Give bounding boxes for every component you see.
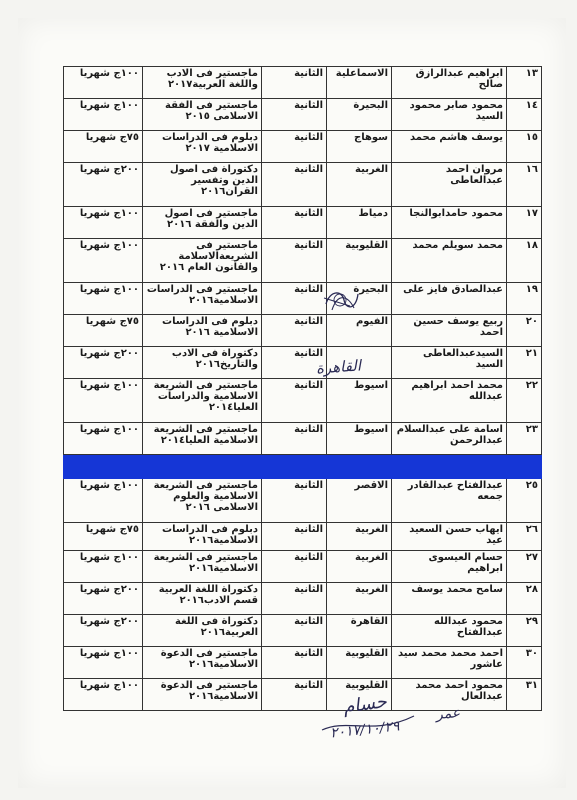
governorate-cell: اسيوط	[327, 423, 392, 455]
candidates-table	[63, 66, 542, 711]
monthly-stipend-cell: ١٠٠ج شهريا	[64, 479, 143, 523]
table-row	[64, 479, 542, 523]
row-number-cell: ١٨	[507, 239, 542, 283]
level-cell: الثانية	[262, 67, 327, 99]
signature-name: حسام	[341, 691, 389, 718]
candidate-name-cell: محمود عبدالله عبدالفتاح	[392, 615, 507, 647]
row-number-cell: ٢٢	[507, 379, 542, 423]
monthly-stipend-cell	[64, 455, 143, 479]
row-number-cell: ٢٧	[507, 551, 542, 583]
candidate-name-cell: عبدالصادق فايز على	[392, 283, 507, 315]
table-row	[64, 315, 542, 347]
candidate-name-cell: ربيع يوسف حسين احمد	[392, 315, 507, 347]
table-row	[64, 207, 542, 239]
degree-cell: ماجستير فى الدراسات الاسلامية٢٠١٦	[143, 283, 262, 315]
governorate-cell: القليوبية	[327, 679, 392, 711]
candidate-name-cell: محمود حامدابوالنجا	[392, 207, 507, 239]
row-number-cell: ٢١	[507, 347, 542, 379]
row-number-cell: ٢٠	[507, 315, 542, 347]
governorate-cell: اسيوط	[327, 379, 392, 423]
row-number-cell: ٣٠	[507, 647, 542, 679]
monthly-stipend-cell: ١٠٠ج شهريا	[64, 283, 143, 315]
level-cell	[262, 455, 327, 479]
signature-date: ٢٠١٧/١٠/٢٩	[329, 718, 401, 742]
candidate-name-cell: يوسف هاشم محمد	[392, 131, 507, 163]
governorate-cell: الغربية	[327, 551, 392, 583]
candidate-name-cell: السيدعبدالعاطى السيد	[392, 347, 507, 379]
candidate-name-cell: محمود احمد محمد عبدالعال	[392, 679, 507, 711]
initials: عمر	[435, 704, 461, 724]
governorate-cell: الفيوم	[327, 315, 392, 347]
row-number-cell: ٢٥	[507, 479, 542, 523]
table-row	[64, 163, 542, 207]
degree-cell: دكتوراة فى اصول الدين وتفسير القران٢٠١٦	[143, 163, 262, 207]
level-cell: الثانية	[262, 615, 327, 647]
monthly-stipend-cell: ٧٥ج شهريا	[64, 523, 143, 551]
table-row	[64, 347, 542, 379]
degree-cell: دكتوراة فى الادب والتاريخ٢٠١٦	[143, 347, 262, 379]
candidates-table-body	[64, 67, 542, 711]
row-number-cell: ٣١	[507, 679, 542, 711]
level-cell: الثانية	[262, 315, 327, 347]
candidate-name-cell: محمد سويلم محمد	[392, 239, 507, 283]
governorate-cell: دمياط	[327, 207, 392, 239]
monthly-stipend-cell: ٧٥ج شهريا	[64, 315, 143, 347]
ink-scribble-mark	[320, 286, 362, 314]
level-cell: الثانية	[262, 551, 327, 583]
row-number-cell	[507, 455, 542, 479]
level-cell: الثانية	[262, 207, 327, 239]
degree-cell: ماجستير فى الدعوة الاسلامية٢٠١٦	[143, 679, 262, 711]
level-cell: الثانية	[262, 347, 327, 379]
row-number-cell: ١٤	[507, 99, 542, 131]
row-number-cell: ٢٣	[507, 423, 542, 455]
level-cell: الثانية	[262, 379, 327, 423]
governorate-cell: سوهاج	[327, 131, 392, 163]
governorate-cell: البحيرة	[327, 283, 392, 315]
row-number-cell: ١٦	[507, 163, 542, 207]
level-cell: الثانية	[262, 679, 327, 711]
monthly-stipend-cell: ١٠٠ج شهريا	[64, 99, 143, 131]
monthly-stipend-cell: ١٠٠ج شهريا	[64, 423, 143, 455]
degree-cell: ماجستير فى الشريعة الاسلامية العليا٢٠١٤	[143, 423, 262, 455]
candidate-name-cell: اسامة على عبدالسلام عبدالرحمن	[392, 423, 507, 455]
degree-cell: ماجستير فى الدعوة الاسلامية٢٠١٦	[143, 647, 262, 679]
candidate-name-cell: ايهاب حسن السعيد عيد	[392, 523, 507, 551]
monthly-stipend-cell: ١٠٠ج شهريا	[64, 379, 143, 423]
table-row	[64, 67, 542, 99]
table-row	[64, 679, 542, 711]
monthly-stipend-cell: ١٠٠ج شهريا	[64, 679, 143, 711]
candidate-name-cell: احمد محمد محمد سيد عاشور	[392, 647, 507, 679]
degree-cell: دكتوراة اللغة العربية قسم الادب٢٠١٦	[143, 583, 262, 615]
table-row	[64, 379, 542, 423]
governorate-cell: القليوبية	[327, 647, 392, 679]
degree-cell: ماجستير فى الشريعة الاسلامية والدراسات العليا٢٠١٤	[143, 379, 262, 423]
candidate-name-cell: سامح محمد يوسف	[392, 583, 507, 615]
governorate-cell: الغربية	[327, 583, 392, 615]
level-cell: الثانية	[262, 523, 327, 551]
table-row	[64, 551, 542, 583]
degree-cell: ماجستير فى الشريعة الاسلامية والعلوم الاسلامى ٢٠١٦	[143, 479, 262, 523]
table-row	[64, 239, 542, 283]
table-row	[64, 583, 542, 615]
monthly-stipend-cell: ٢٠٠ج شهريا	[64, 163, 143, 207]
monthly-stipend-cell: ١٠٠ج شهريا	[64, 207, 143, 239]
level-cell: الثانية	[262, 163, 327, 207]
monthly-stipend-cell: ٢٠٠ج شهريا	[64, 615, 143, 647]
level-cell: الثانية	[262, 131, 327, 163]
candidate-name-cell: محمود صابر محمود السيد	[392, 99, 507, 131]
governorate-cell: القاهرة	[327, 615, 392, 647]
handwritten-governorate: القاهرة	[315, 356, 362, 378]
candidate-name-cell: محمد احمد ابراهيم عبدالله	[392, 379, 507, 423]
table-row	[64, 615, 542, 647]
degree-cell: ماجستير فى الشريعة الاسلامية٢٠١٦	[143, 551, 262, 583]
row-number-cell: ٢٩	[507, 615, 542, 647]
governorate-cell: الغربية	[327, 163, 392, 207]
table-row	[64, 647, 542, 679]
governorate-cell: البحيرة	[327, 99, 392, 131]
monthly-stipend-cell: ٢٠٠ج شهريا	[64, 347, 143, 379]
monthly-stipend-cell: ٧٥ج شهريا	[64, 131, 143, 163]
level-cell: الثانية	[262, 647, 327, 679]
governorate-cell: الغربية	[327, 523, 392, 551]
level-cell: الثانية	[262, 283, 327, 315]
table-row	[64, 523, 542, 551]
governorate-cell: القليوبية	[327, 239, 392, 283]
monthly-stipend-cell: ١٠٠ج شهريا	[64, 239, 143, 283]
degree-cell: ماجستير فى اصول الدين والفقة ٢٠١٦	[143, 207, 262, 239]
row-number-cell: ١٥	[507, 131, 542, 163]
row-number-cell: ١٧	[507, 207, 542, 239]
level-cell: الثانية	[262, 583, 327, 615]
monthly-stipend-cell: ١٠٠ج شهريا	[64, 67, 143, 99]
degree-cell	[143, 455, 262, 479]
degree-cell: ماجستير فى الادب واللغة العربية٢٠١٧	[143, 67, 262, 99]
degree-cell: ماجستير فى الفقة الاسلامى ٢٠١٥	[143, 99, 262, 131]
row-number-cell: ٢٨	[507, 583, 542, 615]
level-cell: الثانية	[262, 479, 327, 523]
degree-cell: دبلوم فى الدراسات الاسلامية٢٠١٦	[143, 523, 262, 551]
level-cell: الثانية	[262, 423, 327, 455]
governorate-cell	[327, 455, 392, 479]
candidate-name-cell: حسام العيسوى ابراهيم	[392, 551, 507, 583]
row-number-cell: ١٩	[507, 283, 542, 315]
row-number-cell: ١٣	[507, 67, 542, 99]
governorate-cell: الاقصر	[327, 479, 392, 523]
table-row	[64, 283, 542, 315]
table-row	[64, 131, 542, 163]
candidate-name-cell: عبدالفتاح عبدالقادر جمعه	[392, 479, 507, 523]
level-cell: الثانية	[262, 239, 327, 283]
candidate-name-cell: مروان احمد عبدالعاطى	[392, 163, 507, 207]
table-row	[64, 99, 542, 131]
degree-cell: دكتوراة فى اللغة العربية٢٠١٦	[143, 615, 262, 647]
table-row	[64, 423, 542, 455]
monthly-stipend-cell: ٢٠٠ج شهريا	[64, 583, 143, 615]
degree-cell: دبلوم فى الدراسات الاسلامية ٢٠١٧	[143, 131, 262, 163]
document-page	[18, 18, 566, 788]
candidate-name-cell: ابراهيم عبدالرازق صالح	[392, 67, 507, 99]
degree-cell: ماجستير فى الشريعةالاسلامة والقانون العام ٢٠١٦	[143, 239, 262, 283]
level-cell: الثانية	[262, 99, 327, 131]
candidate-name-cell	[392, 455, 507, 479]
monthly-stipend-cell: ١٠٠ج شهريا	[64, 551, 143, 583]
degree-cell: دبلوم فى الدراسات الاسلامية ٢٠١٦	[143, 315, 262, 347]
governorate-cell: الاسماعلية	[327, 67, 392, 99]
redacted-row	[64, 455, 542, 479]
monthly-stipend-cell: ١٠٠ج شهريا	[64, 647, 143, 679]
row-number-cell: ٢٦	[507, 523, 542, 551]
